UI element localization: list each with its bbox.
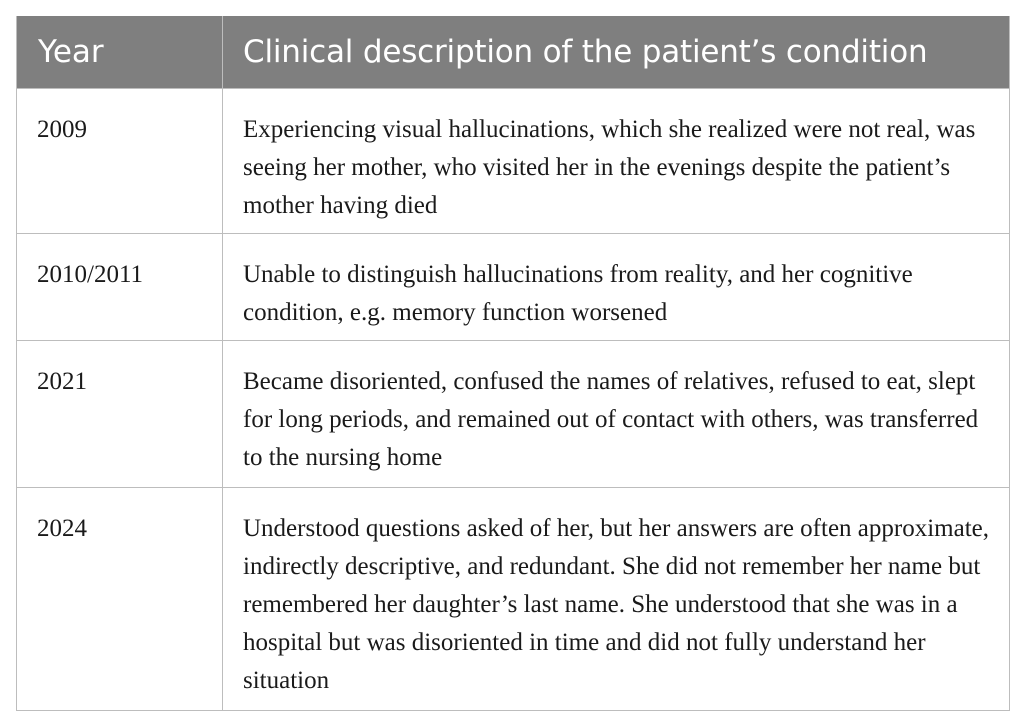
- table-body: [17, 89, 1010, 711]
- table-header: [17, 16, 1010, 89]
- clinical-history-table: [16, 16, 1010, 711]
- table-row: [17, 488, 1010, 711]
- header-year: Year: [17, 16, 223, 89]
- row-year: 2010/2011: [17, 234, 223, 341]
- header-row: [17, 16, 1010, 89]
- clinical-table-container: [16, 16, 1009, 711]
- row-year: 2024: [17, 488, 223, 711]
- row-description: Understood questions asked of her, but her answers are often approximate, indirectly descriptive, and redundant. She did not remember her name but remembered her daughter’s last name. She understood that she was in a hospital but was disoriented in time and did not fully understand her situation: [223, 488, 1010, 711]
- table-row: [17, 89, 1010, 234]
- row-year: 2009: [17, 89, 223, 234]
- table-row: [17, 234, 1010, 341]
- table-row: [17, 341, 1010, 488]
- header-description: Clinical description of the patient’s condition: [223, 16, 1010, 89]
- row-description: Unable to distinguish hallucinations from reality, and her cognitive condition, e.g. memory function worsened: [223, 234, 1010, 341]
- row-description: Experiencing visual hallucinations, which she realized were not real, was seeing her mother, who visited her in the evenings despite the patient’s mother having died: [223, 89, 1010, 234]
- row-year: 2021: [17, 341, 223, 488]
- row-description: Became disoriented, confused the names of relatives, refused to eat, slept for long periods, and remained out of contact with others, was transferred to the nursing home: [223, 341, 1010, 488]
